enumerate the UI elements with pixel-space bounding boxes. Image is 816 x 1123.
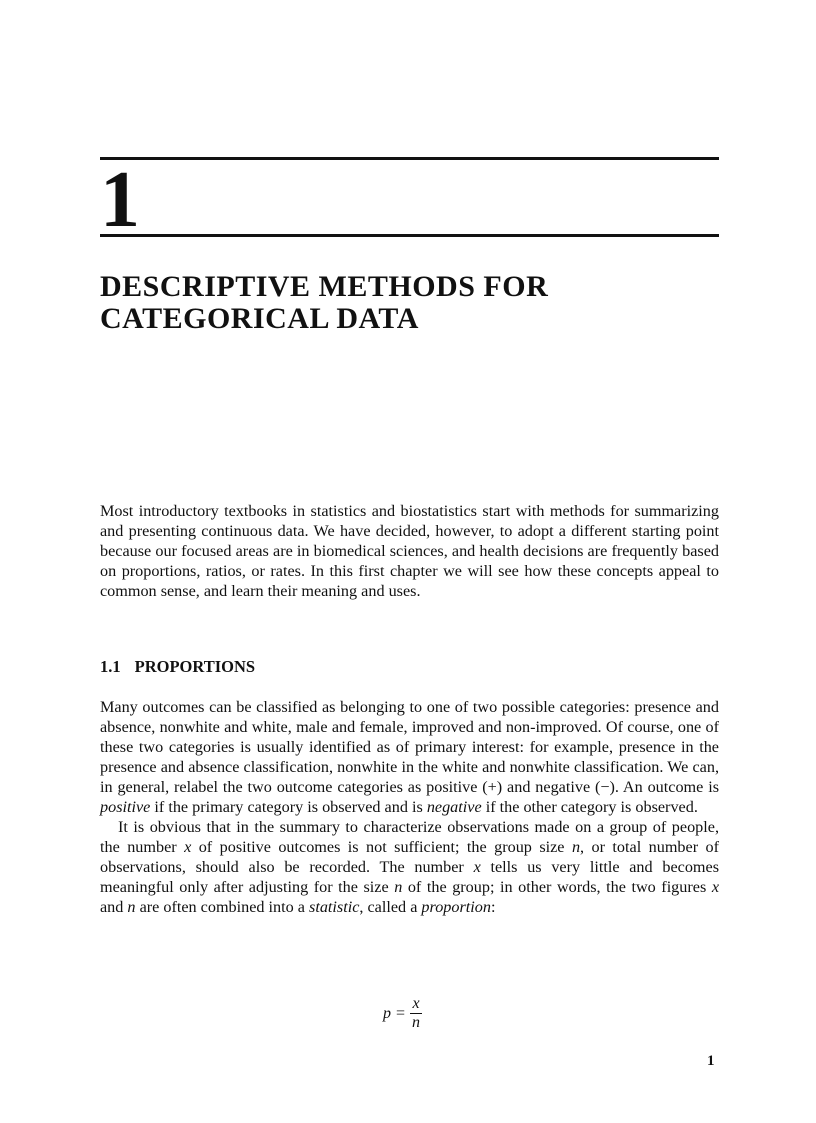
intro-paragraph: [100, 501, 719, 601]
text-run: , or total number of observations, should also be recorded. The number: [100, 838, 719, 876]
formula-lhs: p: [383, 1004, 391, 1022]
text-run: , called a: [359, 898, 422, 916]
formula-equals: =: [396, 1004, 406, 1022]
text-run: if the primary category is observed and is: [150, 798, 427, 816]
chapter-title-line-1: DESCRIPTIVE METHODS FOR: [100, 270, 549, 303]
text-run: are often combined into a: [135, 898, 310, 916]
proportion-formula: [383, 995, 422, 1032]
text-run: of positive outcomes is not sufficient; the group size: [191, 838, 572, 856]
term-statistic: statistic: [309, 898, 360, 916]
term-negative: negative: [426, 798, 482, 816]
var-x: x: [184, 838, 192, 856]
text-run: if the other category is observed.: [481, 798, 698, 816]
chapter-title-line-2: CATEGORICAL DATA: [100, 302, 419, 335]
var-x: x: [711, 878, 719, 896]
section-number: 1.1: [100, 657, 121, 676]
var-n: n: [571, 838, 581, 856]
text-run: tells us very little and becomes meaningful only after adjusting for the size: [100, 858, 719, 896]
section-paragraph-2: [100, 817, 719, 917]
page-number: 1: [707, 1053, 715, 1069]
chapter-rule-bottom: [100, 234, 719, 237]
section-title: PROPORTIONS: [134, 657, 256, 676]
text-run: It is obvious that in the summary to characterize observations made on a group of people, the number: [100, 818, 719, 856]
section-paragraph-1: [100, 697, 719, 817]
section-heading: [100, 657, 255, 677]
text-run: of the group; in other words, the two figures: [402, 878, 712, 896]
text-run: :: [490, 898, 496, 916]
var-n: n: [127, 898, 136, 916]
chapter-title: [100, 271, 719, 335]
text-run: and: [100, 898, 128, 916]
term-positive: positive: [100, 798, 151, 816]
formula-fraction: [410, 995, 422, 1032]
var-x: x: [473, 858, 481, 876]
text-run: Many outcomes can be classified as belonging to one of two possible categories: presence and absence, nonwhite and white, male and female, improved and non-improved. Of course, one of these two categories is usually identified as of primary interest: for example, presence in the presence and absence classification, nonwhite in the white and nonwhite classification. We can, in general, relabel the two outcome categories as positive (+) and negative (−). An outcome is: [100, 698, 719, 796]
formula-denominator: n: [412, 1014, 421, 1031]
chapter-number: 1: [100, 156, 140, 244]
term-proportion: proportion: [421, 898, 491, 916]
intro-text: Most introductory textbooks in statistics and biostatistics start with methods for summarizing and presenting continuous data. We have decided, however, to adopt a different starting point because our focused areas are in biomedical sciences, and health decisions are frequently based on proportions, ratios, or rates. In this first chapter we will see how these concepts appeal to common sense, and learn their meaning and uses.: [100, 502, 719, 600]
section-body: [100, 697, 719, 917]
var-n: n: [394, 878, 403, 896]
chapter-rule-top: [100, 157, 719, 160]
formula-numerator: x: [412, 995, 420, 1012]
